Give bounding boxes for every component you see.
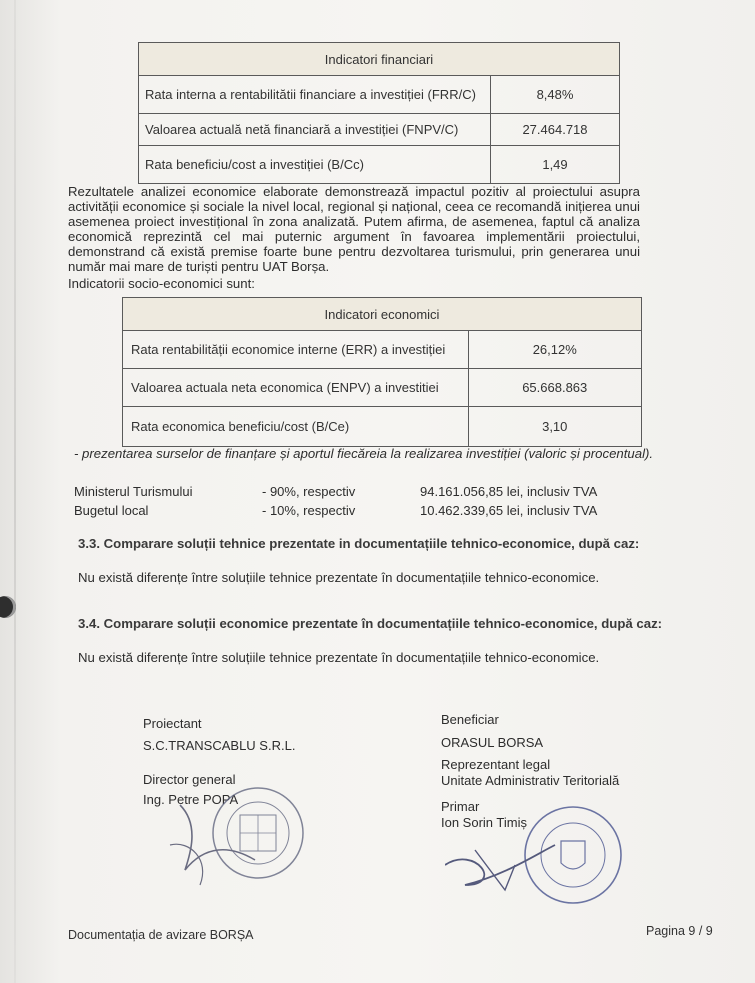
funding-intro: - prezentarea surselor de finanțare și aportul fiecăreia la realizarea investiției (valoric și procentual). (74, 446, 654, 461)
table-cell-value: 1,49 (491, 146, 620, 184)
funding-amount: 94.161.056,85 lei, inclusiv TVA (420, 484, 598, 499)
designer-title: Director general (143, 772, 236, 787)
table-cell-value: 3,10 (468, 407, 642, 447)
page-number: Pagina 9 / 9 (646, 924, 713, 938)
socio-indicators-intro: Indicatorii socio-economici sunt: (68, 276, 255, 291)
beneficiary-role: Beneficiar (441, 712, 499, 727)
section-3-3-heading: 3.3. Comparare soluții tehnice prezentate in documentațiile tehnico-economice, după caz: (78, 536, 640, 551)
table-cell-label: Rata interna a rentabilitătii financiare a investiției (FRR/C) (139, 76, 491, 114)
table-cell-label: Rata beneficiu/cost a investiției (B/Cc) (139, 146, 491, 184)
table-cell-value: 65.668.863 (468, 369, 642, 407)
economic-analysis-paragraph: Rezultatele analizei economice elaborate demonstrează impactul pozitiv al proiectului asupra activității economice și sociale la nivel local, regional și național, ceea ce recomandă inițierea unui asemenea proiect investițional în zona analizată. Putem afirma, de asemenea, faptul că analiza economică reprezintă cel mai puternic argument în favoarea implementării proiectului, demonstrand că există premise foarte bune pentru dezvoltarea turismului, prin generarea unui număr mai mare de turiști pentru UAT Borșa. (68, 184, 640, 274)
table-cell-label: Valoarea actuală netă financiară a investiției (FNPV/C) (139, 114, 491, 146)
beneficiary-entity: ORASUL BORSA (441, 735, 544, 750)
beneficiary-unit: Unitate Administrativ Teritorială (441, 773, 620, 788)
financial-indicators-table (138, 42, 620, 184)
beneficiary-name: Ion Sorin Timiș (441, 815, 527, 830)
section-3-3-text: Nu există diferențe între soluțiile tehnice prezentate în documentațiile tehnico-economice. (78, 570, 600, 585)
designer-role: Proiectant (143, 716, 202, 731)
municipality-stamp-icon (445, 805, 645, 915)
company-stamp-icon (160, 785, 320, 895)
designer-name: Ing. Petre POPA (143, 792, 239, 807)
page-fold (14, 0, 16, 983)
funding-share: - 10%, respectiv (262, 503, 356, 518)
table-cell-label: Rata economica beneficiu/cost (B/Ce) (123, 407, 469, 447)
footer-doc-title: Documentația de avizare BORȘA (68, 928, 254, 942)
economic-table-header: Indicatori economici (123, 298, 642, 331)
table-cell-value: 26,12% (468, 331, 642, 369)
table-cell-label: Rata rentabilității economice interne (ERR) a investiției (123, 331, 469, 369)
beneficiary-title: Primar (441, 799, 480, 814)
beneficiary-rep: Reprezentant legal (441, 757, 551, 772)
funding-amount: 10.462.339,65 lei, inclusiv TVA (420, 503, 598, 518)
section-3-4-heading: 3.4. Comparare soluții economice prezentate în documentațiile tehnico-economice, după caz: (78, 616, 663, 631)
financial-table-header: Indicatori financiari (139, 43, 620, 76)
table-cell-value: 27.464.718 (491, 114, 620, 146)
economic-indicators-table (122, 297, 642, 447)
table-cell-label: Valoarea actuala neta economica (ENPV) a investitiei (123, 369, 469, 407)
table-cell-value: 8,48% (491, 76, 620, 114)
section-3-4-text: Nu există diferențe între soluțiile tehnice prezentate în documentațiile tehnico-economice. (78, 650, 600, 665)
funding-source: Bugetul local (74, 503, 149, 518)
funding-share: - 90%, respectiv (262, 484, 356, 499)
funding-source: Ministerul Turismului (74, 484, 193, 499)
designer-company: S.C.TRANSCABLU S.R.L. (143, 738, 296, 753)
